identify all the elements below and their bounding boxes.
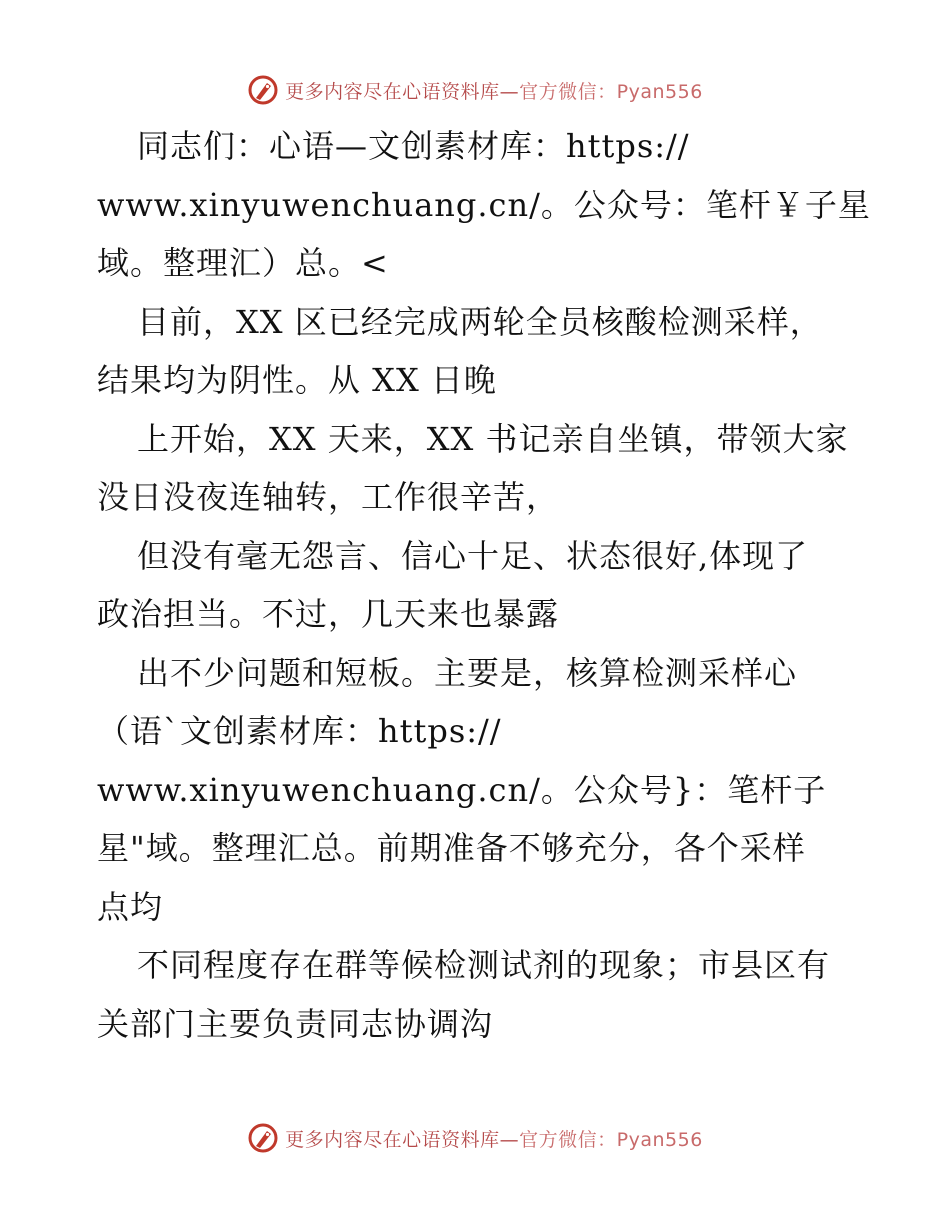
text-line: 目前，XX 区已经完成两轮全员核酸检测采样， <box>137 302 823 341</box>
footer-banner-text: 更多内容尽在心语资料库—官方微信：Pyan556 <box>285 1128 703 1151</box>
header-banner-text: 更多内容尽在心语资料库—官方微信：Pyan556 <box>285 80 703 103</box>
text-line: 域。整理汇）总。< <box>97 244 389 282</box>
text-line: 关部门主要负责同志协调沟 <box>97 1004 494 1043</box>
text-line: 上开始，XX 天来，XX 书记亲自坐镇，带领大家 <box>137 419 849 458</box>
text-line: 不同程度存在群等候检测试剂的现象；市县区有 <box>137 946 831 984</box>
text-line: 但没有毫无怨言、信心十足、状态很好,体现了 <box>137 536 809 575</box>
footer-banner <box>0 1118 950 1158</box>
text-line: 政治担当。不过，几天来也暴露 <box>97 595 560 633</box>
header-banner <box>0 70 950 110</box>
text-line: （语`文创素材库：https:// <box>97 712 502 750</box>
text-line: 出不少问题和短板。主要是，核算检测采样心 <box>137 653 798 692</box>
text-line: 同志们：心语—文创素材库：https:// <box>137 127 690 165</box>
text-line: 结果均为阴性。从 XX 日晚 <box>97 361 497 399</box>
text-line: www.xinyuwenchuang.cn/。公众号}：笔杆子 <box>97 770 827 809</box>
logo-icon <box>247 1122 279 1154</box>
text-line: 星"域。整理汇总。前期准备不够充分，各个采样 <box>97 829 806 867</box>
logo-icon <box>247 74 279 106</box>
text-line: 没日没夜连轴转，工作很辛苦， <box>97 478 560 516</box>
document-body <box>97 117 877 1053</box>
text-line: www.xinyuwenchuang.cn/。公众号：笔杆￥子星 <box>97 185 871 224</box>
text-line: 点均 <box>97 887 164 926</box>
